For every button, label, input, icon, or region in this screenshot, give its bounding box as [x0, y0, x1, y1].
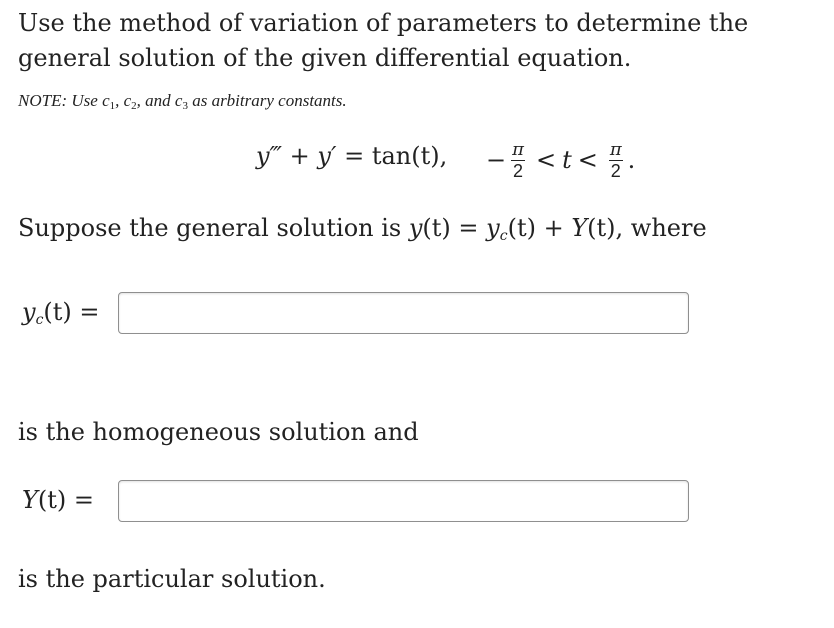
problem-instruction: Use the method of variation of parameters to determine the general solution of the given differential equation. [18, 9, 749, 72]
fraction-numerator: π [512, 138, 524, 160]
fraction-denominator: 2 [610, 160, 621, 181]
particular-text: is the particular solution. [18, 565, 326, 593]
var-y: y [408, 214, 423, 242]
constant-c1: $c_1$ [102, 91, 116, 112]
fraction-numerator: π [609, 138, 622, 160]
general-solution-statement [18, 214, 707, 244]
note-suffix: as arbitrary constants. [192, 91, 347, 110]
subscript-c: c [499, 228, 508, 244]
note-separator: , and [136, 91, 171, 110]
fraction-denominator: 2 [513, 160, 524, 181]
label-var: Y [22, 486, 38, 514]
homogeneous-text: is the homogeneous solution and [18, 418, 419, 446]
less-than: < [535, 146, 557, 174]
constant-c2: $c_2$ [123, 91, 137, 112]
equation-rhs: tan(t), [371, 142, 448, 170]
less-than: < [577, 146, 598, 174]
yc-label [22, 298, 100, 328]
equation-equals: = [344, 142, 365, 170]
fraction-pi-over-2-left [510, 140, 526, 181]
constant-c3: $c_3$ [174, 91, 188, 112]
label-rest: (t) = [37, 486, 94, 514]
label-rest: (t) = [43, 298, 100, 326]
Y-answer-input[interactable] [118, 480, 689, 522]
equation-lhs: y‴ + y′ [256, 142, 337, 170]
var-yc: y [486, 214, 500, 242]
yc-answer-row [22, 292, 702, 334]
domain-variable: t [562, 146, 572, 174]
statement-text: (t), where [587, 214, 707, 242]
label-var: y [22, 298, 36, 326]
statement-text: (t) + [507, 214, 572, 242]
var-Y: Y [571, 214, 588, 242]
fraction-pi-over-2-right [608, 140, 624, 181]
note-separator: , [115, 91, 120, 110]
equation-main [256, 142, 447, 170]
statement-text: (t) = [422, 214, 487, 242]
note-prefix: NOTE: Use [18, 91, 98, 110]
Y-answer-row [22, 480, 702, 522]
statement-text: Suppose the general solution is [18, 214, 402, 242]
differential-equation [0, 132, 834, 188]
yc-answer-input[interactable] [118, 292, 689, 334]
label-subscript: c [35, 312, 44, 328]
Y-label [22, 486, 94, 514]
domain-minus: − [486, 146, 507, 174]
equation-domain [486, 132, 635, 188]
domain-period: . [627, 146, 636, 174]
note-text [18, 91, 347, 112]
